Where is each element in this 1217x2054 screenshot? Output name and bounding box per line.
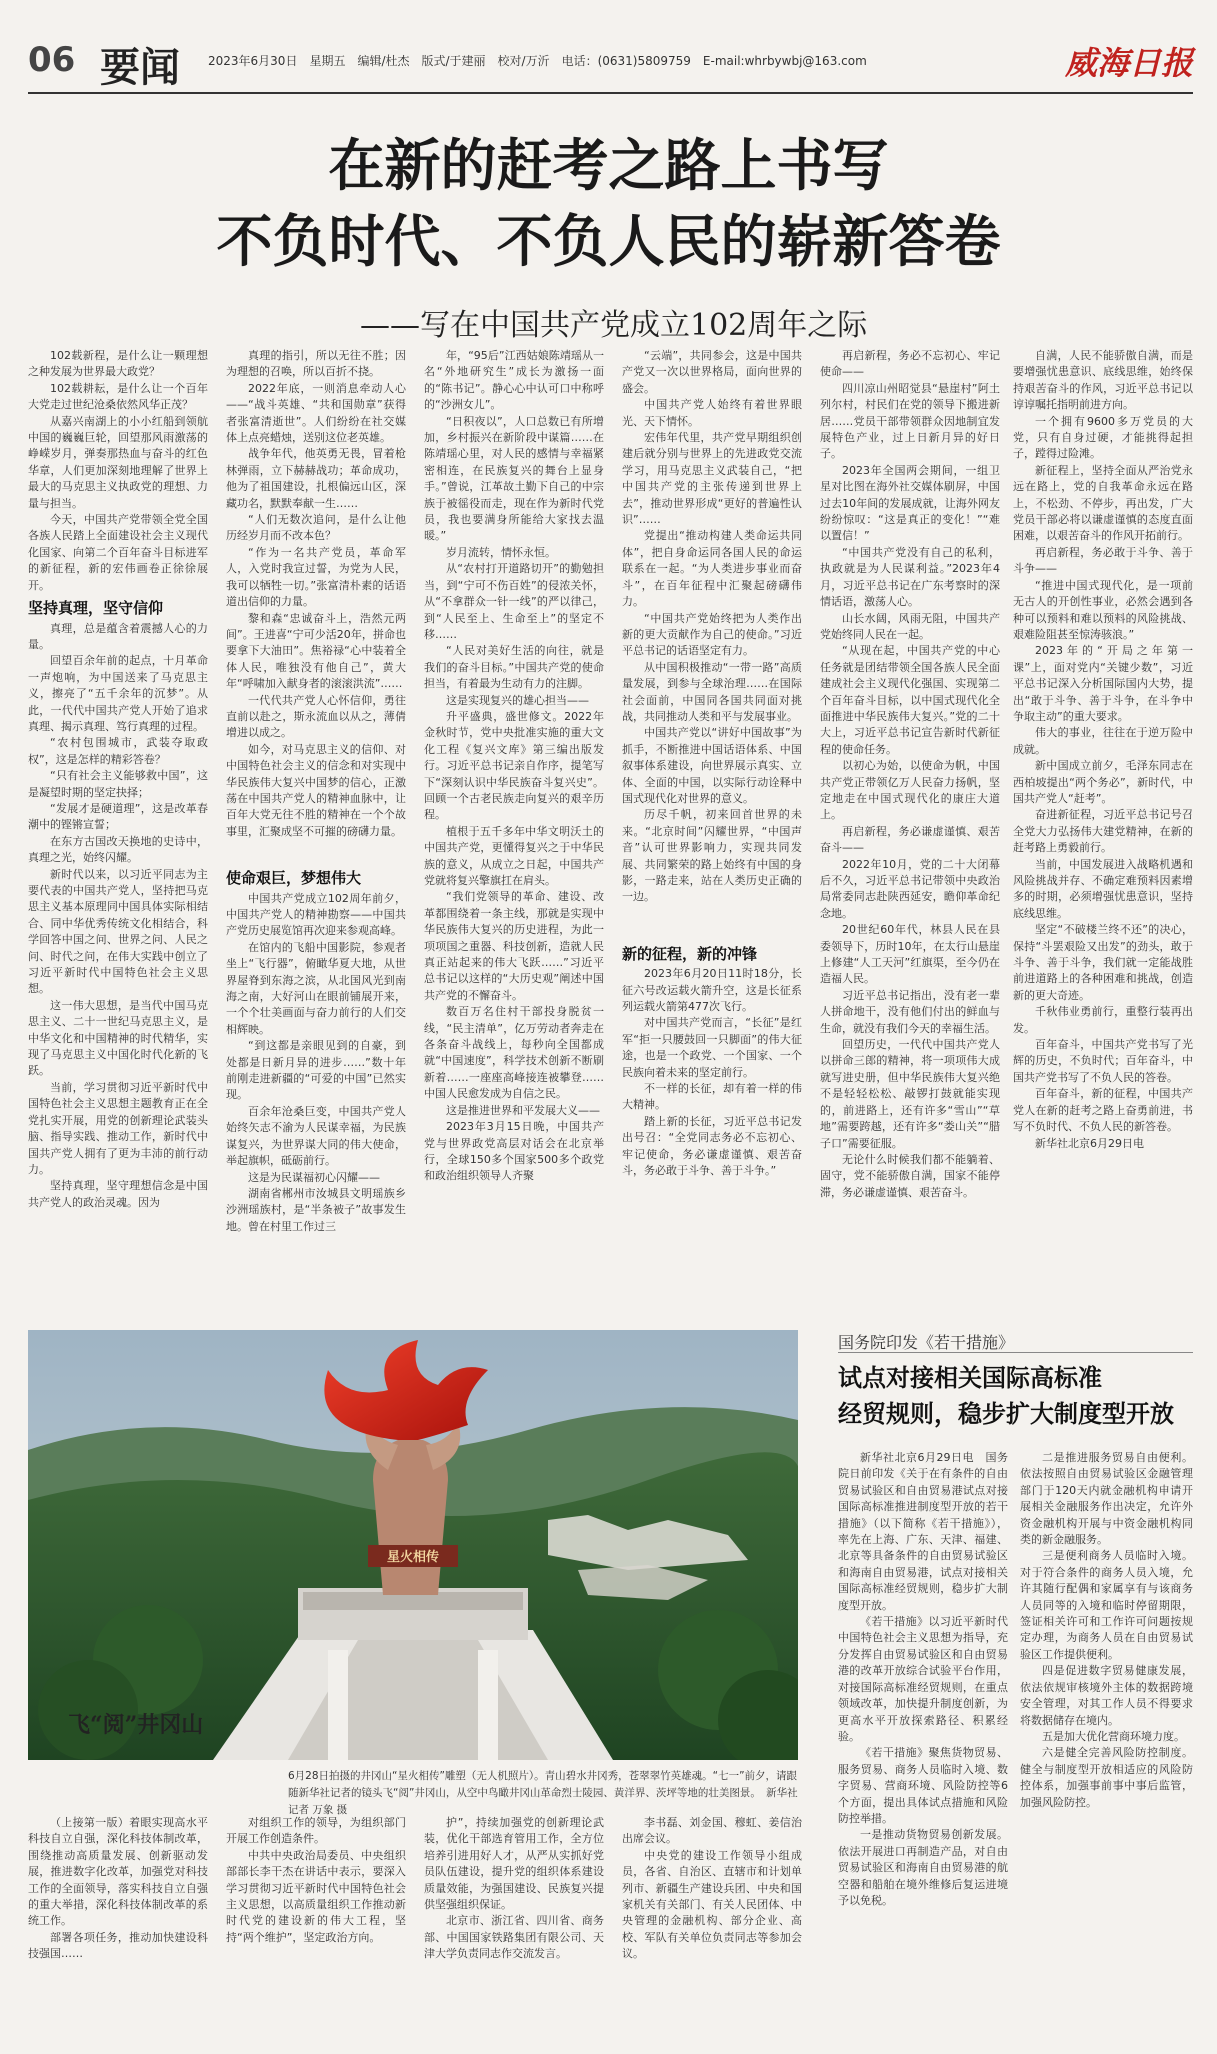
paragraph: 真理，总是蕴含着震撼人心的力量。: [28, 621, 208, 651]
paragraph: 如今，对马克思主义的信仰、对中国特色社会主义的信念和对实现中华民族伟大复兴中国梦的信心，正激荡在中国共产党人的精神血脉中，让百年大党无往不胜的精神在一个个故事里，汇聚成坚不可摧的磅礴力量。: [226, 742, 406, 838]
paragraph: 2023年6月20日11时18分，长征六号改运载火箭升空，这是长征系列运载火箭第477次飞行。: [622, 967, 802, 1014]
paragraph: 黎和森“忠诚奋斗上，浩然元两间”。王进喜“宁可少活20年，拼命也要拿下大油田”。焦裕禄“心中装着全体人民，唯独没有他自己”，黄大年“呼啸加入献身者的滚滚洪流”……: [226, 611, 406, 691]
paragraph: 新华社北京6月29日电 国务院日前印发《关于在有条件的自由贸易试验区和自由贸易港试点对接国际高标准推进制度型开放的若干措施》（以下简称《若干措施》），率先在上海、广东、天津、福建、北京等具备条件的自由贸易试验区和海南自由贸易港，试点对接相关国际高标准经贸规则，稳步扩大制度型开放。: [838, 1451, 1008, 1612]
paragraph: 新中国成立前夕，毛泽东同志在西柏坡提出“两个务必”，新时代，中国共产党人“赶考”。: [1013, 759, 1193, 805]
paragraph: 百年奋斗，中国共产党书写了光辉的历史，不负时代；百年奋斗，中国共产党书写了不负人民的答卷。: [1013, 1038, 1193, 1084]
paragraph: 战争年代，他英勇无畏，冒着枪林弹雨，立下赫赫战功；革命成功，他为了祖国建设，扎根偏远山区，深藏功名，默默奉献一生……: [226, 447, 406, 510]
paragraph: 习近平总书记指出，没有老一辈人拼命地干，没有他们付出的鲜血与生命，就没有我们今天的幸福生活。: [820, 988, 1000, 1035]
paragraph: 中国共产党人始终有着世界眼光、天下情怀。: [622, 398, 802, 428]
paragraph: “从现在起，中国共产党的中心任务就是团结带领全国各族人民全面建成社会主义现代化强国、实现第二个百年奋斗目标，以中国式现代化全面推进中华民族伟大复兴。”党的二十大上，习近平总书记宣告新时代新征程的使命任务。: [820, 644, 1000, 756]
article-column-3: [424, 348, 604, 1303]
continued-column-2: [226, 1815, 406, 2040]
paragraph: “中国共产党没有自己的私利，执政就是为人民谋利益。”2023年4月，习近平总书记在广东考察时的深情话语，激荡人心。: [820, 545, 1000, 609]
masthead: [28, 30, 1193, 94]
paragraph: 四川凉山州昭觉县“悬崖村”阿土列尔村，村民们在党的领导下搬进新居……党员干部带领群众因地制宜发展特色产业，过上日新月异的好日子。: [820, 381, 1000, 461]
paragraph: “人民对美好生活的向往，就是我们的奋斗目标。”中国共产党的使命担当，有着最为生动有力的注脚。: [424, 644, 604, 691]
paragraph: 植根于五千多年中华文明沃土的中国共产党，更懂得复兴之于中华民族的意义，从成立之日起，中国共产党就将复兴擎旗扛在肩头。: [424, 824, 604, 887]
paragraph: 2023年3月15日晚，中国共产党与世界政党高层对话会在北京举行，全球150多个国家500多个政党和政治组织领导人齐聚: [424, 1120, 604, 1183]
paragraph: 再启新程，务必谦虚谨慎、艰苦奋斗——: [820, 824, 1000, 855]
paragraph: 山长水阔，风雨无阻，中国共产党始终同人民在一起。: [820, 611, 1000, 641]
paragraph: “到这都是亲眼见到的自豪，到处都是日新月异的进步……”数十年前刚走进新疆的“可爱的中国”已然实现。: [226, 1039, 406, 1102]
paragraph: 这是推进世界和平发展大义——: [446, 1103, 600, 1117]
paragraph: 百年奋斗，新的征程，中国共产党人在新的赶考之路上奋勇前进，书写不负时代、不负人民的新答卷。: [1013, 1087, 1193, 1134]
main-headline: [0, 128, 1217, 280]
paragraph: 2023年全国两会期间，一组卫星对比图在海外社交媒体刷屏，中国过去10年间的发展成就，让海外网友纷纷惊叹：“这是真正的变化！”“难以置信！”: [820, 463, 1000, 543]
paragraph: 党提出“推动构建人类命运共同体”，把自身命运同各国人民的命运联系在一起。“为人类进步事业而奋斗”，在百年征程中汇聚起磅礴伟力。: [622, 529, 802, 609]
paragraph: “推进中国式现代化，是一项前无古人的开创性事业，必然会遇到各种可以预料和难以预料的风险挑战、艰难险阻甚至惊涛骇浪。”: [1013, 578, 1193, 641]
paragraph: “只有社会主义能够救中国”，这是凝望时期的坚定抉择；: [28, 769, 208, 799]
paragraph: “中国共产党始终把为人类作出新的更大贡献作为自己的使命。”习近平总书记的话语坚定有力。: [622, 611, 802, 658]
article-column-4: [622, 348, 802, 1303]
paragraph: 这是为民谋福初心闪耀——: [248, 1170, 380, 1184]
article-column-5: [820, 348, 1000, 1303]
paragraph: 真理的指引，所以无往不胜；因为理想的召唤，所以百折不挠。: [226, 349, 406, 379]
article-column-2: [226, 348, 406, 1303]
paragraph: 从中国积极推动“一带一路”高质量发展，到参与全球治理……在国际社会面前，中国同各国共同面对挑战，共同推动人类和平与发展事业。: [622, 660, 802, 723]
photo-title: 飞“阅”井冈山: [68, 1712, 204, 1738]
edition-meta: 2023年6月30日 星期五 编辑/杜杰 版式/于建丽 校对/万沂 电话：(0631)5809759 E-mail:whrbywbj@163.com: [208, 54, 867, 68]
paragraph: 20世纪60年代，林县人民在县委领导下，历时10年，在太行山悬崖上修建“人工天河”红旗渠，至今仍在造福人民。: [820, 923, 1000, 986]
side-article-rule: [838, 1352, 1193, 1353]
paragraph: 中国共产党成立102周年前夕，中国共产党人的精神勘察——中国共产党历史展览馆再次迎来参观高峰。: [226, 891, 406, 938]
paragraph: “农村包围城市，武装夺取政权”，这是怎样的精彩答卷？: [28, 736, 208, 766]
paragraph: 奋进新征程，习近平总书记号召全党大力弘扬伟大建党精神，在新的赶考路上勇毅前行。: [1013, 808, 1193, 855]
paragraph: 2023年的“开局之年第一课”上，面对党内“关键少数”，习近平总书记深入分析国际国内大势，提出“敢于斗争、善于斗争，在斗争中争取主动”的重大要求。: [1013, 644, 1193, 723]
paragraph: 二是推进服务贸易自由便利。依法按照自由贸易试验区金融管理部门于120天内就金融机构申请开展相关金融服务作出决定，允许外资金融机构开展与中资金融机构同类的新金融服务。: [1020, 1451, 1193, 1547]
section-heading: 坚持真理，坚守信仰: [28, 599, 164, 618]
paragraph: 一代代共产党人心怀信仰，勇往直前以赴之，斯永流血以从之，薄倩增进以成之。: [226, 693, 406, 740]
paragraph: 从嘉兴南湖上的小小红船到领航中国的巍巍巨轮，回望那风雨激荡的峥嵘岁月，弹奏那热血与奋斗的红色华章，人们更加深刻地理解了世界上最大的马克思主义执政党的理想、力量与担当。: [28, 414, 208, 510]
paragraph: 一个拥有9600多万党员的大党，只有自身过硬，才能挑得起担子，蹚得过险滩。: [1013, 414, 1193, 461]
section-heading: 新的征程，新的冲锋: [622, 944, 758, 963]
paragraph: 百余年沧桑巨变，中国共产党人始终矢志不渝为人民谋幸福，为民族谋复兴，为世界谋大同的伟大使命，举起旗帜，砥砺前行。: [226, 1104, 406, 1168]
continued-column-1: [28, 1815, 208, 2040]
paragraph: 宏伟年代里，共产党早期组织创建后就分别与世界上的先进政党交流学习，用马克思主义武装自己，“把中国共产党的主张传递到世界上去”，推动世界形成“更好的普遍性认识”……: [622, 431, 802, 527]
page-number: 06: [28, 40, 76, 80]
paragraph: 六是健全完善风险防控制度。健全与制度型开放相适应的风险防控体系，加强事前事中事后监管，加强风险防控。: [1020, 1746, 1193, 1809]
headline-subtitle: ——写在中国共产党成立102周年之际: [360, 308, 868, 343]
paragraph: 岁月流转，情怀永恒。: [446, 545, 556, 559]
masthead-rule: [28, 92, 1193, 94]
paragraph: 102载耕耘，是什么让一个百年大党走过世纪沧桑依然风华正茂？: [28, 381, 208, 412]
paragraph: 五是加大优化营商环境力度。: [1042, 1729, 1185, 1743]
paragraph: 102载新程，是什么让一颗理想之种发展为世界最大政党？: [28, 349, 208, 379]
paragraph: 一是推动货物贸易创新发展。依法开展进口再制造产品，对自由贸易试验区和海南自由贸易港的航空器和船舶在境外维修后复运进境予以免税。: [838, 1828, 1008, 1907]
side-title-line-1: 试点对接相关国际高标准: [838, 1363, 1102, 1392]
side-title-line-2: 经贸规则，稳步扩大制度型开放: [838, 1399, 1174, 1428]
paragraph: 再启新程，务必不忘初心、牢记使命——: [820, 349, 1000, 379]
paragraph: 中国共产党以“讲好中国故事”为抓手，不断推进中国话语体系、中国叙事体系建设，向世界展示真实、立体、全面的中国，以实际行动诠释中国式现代化对世界的意义。: [622, 726, 802, 805]
paragraph: 千秋伟业勇前行，重整行装再出发。: [1013, 1005, 1193, 1035]
paragraph: 2022年底，一则消息牵动人心——“战斗英雄、“共和国勋章”获得者张富清逝世”。人们纷纷在社交媒体上点亮蜡烛，送别这位老英雄。: [226, 381, 406, 445]
side-article-title: [838, 1360, 1193, 1432]
paragraph: “云端”，共同参会，这是中国共产党又一次以世界格局，面向世界的盛会。: [622, 349, 802, 395]
paragraph: 四是促进数字贸易健康发展，依法依规审核境外主体的数据跨境安全管理，对其工作人员不得要求将数据储存在境内。: [1020, 1664, 1193, 1727]
paragraph: “发展才是硬道理”，这是改革春潮中的铿锵宣誓；: [28, 801, 208, 832]
paragraph: 伟大的事业，往往在于逆万险中成就。: [1013, 726, 1193, 756]
paragraph: 新征程上，坚持全面从严治党永远在路上，党的自我革命永远在路上，不松劲、不停步，再出发，广大党员干部必将以谦虚谨慎的态度直面困难，以艰苦奋斗的作风开拓前行。: [1013, 463, 1193, 543]
paragraph: 新时代以来，以习近平同志为主要代表的中国共产党人，坚持把马克思主义基本原理同中国具体实际相结合、同中华优秀传统文化相结合，科学回答中国之问、世界之问、人民之问、时代之问，在伟大实践中创立了习近平新时代中国特色社会主义思想。: [28, 867, 208, 996]
paragraph: 对组织工作的领导，为组织部门开展工作创造条件。: [226, 1816, 406, 1846]
side-article-kicker: 国务院印发《若干措施》: [838, 1333, 1015, 1352]
side-article-column-b: [1020, 1450, 1193, 2040]
paragraph: 中共中央政治局委员、中央组织部部长李干杰在讲话中表示，要深入学习贯彻习近平新时代中国特色社会主义思想，以高质量组织工作推动新时代党的建设新的伟大工程，坚持“两个维护”，坚定政治方向。: [226, 1848, 406, 1944]
monument-inscription: 星火相传: [386, 1550, 440, 1565]
newspaper-logo: 威海日报: [1064, 44, 1193, 82]
paragraph: 无论什么时候我们都不能躺着、固守，党不能骄傲自满，国家不能停滞，务必谦虚谨慎、艰苦奋斗。: [820, 1152, 1000, 1199]
monument-illustration: [28, 1330, 798, 1760]
paragraph: （上接第一版）着眼实现高水平科技自立自强，深化科技体制改革，围绕推动高质量发展、创新驱动发展，推进数字化改革，加强党对科技工作的全面领导，落实科技自立自强的重大举措，深化科技体制改革的系统工作。: [28, 1816, 208, 1928]
headline-line-2: 不负时代、不负人民的崭新答卷: [216, 209, 1001, 275]
paragraph: 历尽千帆，初来回首世界的未来。“北京时间”闪耀世界，“中国声音”认可世界影响力，实现共同发展、共同繁荣的路上始终有中国的身影，一路走来，站在人类历史正确的一边。: [622, 808, 802, 904]
paragraph: 年，“95后”江西姑娘陈靖瑶从一名“外地研究生”成长为激扬一面的“陈书记”。静心心中认可口中称呼的“沙洲女儿”。: [424, 349, 604, 412]
paragraph: 当前，学习贯彻习近平新时代中国特色社会主义思想主题教育正在全党扎实开展，用党的创新理论武装头脑、指导实践、推动工作，新时代中国共产党人拥有了更为丰沛的前行动力。: [28, 1080, 208, 1176]
continued-column-4: [622, 1815, 802, 2040]
paragraph: “作为一名共产党员，革命军人，入党时我宣过誓，为党为人民，我可以牺牲一切。”张富清朴素的话语道出信仰的力量。: [226, 545, 406, 609]
paragraph: “我们党领导的革命、建设、改革都围绕着一条主线，那就是实现中华民族伟大复兴的历史进程，为此一项项国之重器、科技创新，造就人民真正站起来的伟大飞跃……”习近平总书记以这样的“大历史观”阐述中国共产党的不懈奋斗。: [424, 890, 604, 1002]
paragraph: “日积夜以”，人口总数已有所增加，乡村振兴在新阶段中谋篇……在陈靖瑶心里，对人民的感情与幸福紧密相连，在民族复兴的舞台上显身手。”曾说，江革故土勤下自己的中宗族于被徭役而走，现在作为新时代党员，我也要满身所能给大家找去温暖。”: [424, 414, 604, 543]
paragraph: 数百万名住村干部投身脱贫一线，“民主清单”，亿万劳动者奔走在各条奋斗战线上，每秒向全国都成就“中国速度”，科学技术创新不断刷新着……一座座高峰接连被攀登……中国人民愈发成为自信之民。: [424, 1005, 604, 1101]
paragraph: 在馆内的飞船中国影院，参观者坐上“飞行器”，俯瞰华夏大地，从世界屋脊到东海之滨，从北国风光到南海之南，大好河山在眼前铺展开来，一个个壮美画面与奋力前行的人们交相辉映。: [226, 940, 406, 1036]
paragraph: 踏上新的长征，习近平总书记发出号召：“全党同志务必不忘初心、牢记使命，务必谦虚谨慎、艰苦奋斗，务必敢于斗争、善于斗争。”: [622, 1114, 802, 1178]
paragraph: 回望百余年前的起点，十月革命一声炮响，为中国送来了马克思主义，擦亮了“五千余年的沉梦”。从此，一代代中国共产党人开始了追求真理、揭示真理、笃行真理的过程。: [28, 654, 208, 733]
paragraph: 《若干措施》以习近平新时代中国特色社会主义思想为指导，充分发挥自由贸易试验区和自由贸易港的改革开放综合试验平台作用，对接国际高标准经贸规则，在重点领域改革，加快提升制度创新，为更高水平开放探索路径、积累经验。: [838, 1615, 1008, 1743]
paragraph: 中央党的建设工作领导小组成员，各省、自治区、直辖市和计划单列市、新疆生产建设兵团、中央和国家机关有关部门、有关人民团体、中央管理的金融机构、部分企业、高校、军队有关单位负责同志等参加会议。: [622, 1848, 802, 1961]
continued-column-3: [424, 1815, 604, 2040]
paragraph: 部署各项任务，推动加快建设科技强国……: [28, 1930, 208, 1961]
paragraph: 这是实现复兴的雄心担当——: [446, 693, 589, 707]
paragraph: 李书磊、刘金国、穆虹、姜信治出席会议。: [622, 1816, 802, 1846]
paragraph: 对中国共产党而言，“长征”是红军“拒一只腰鼓回一只脚面”的伟大征途，也是一个政党、一个国家、一个民族向着未来的坚定前行。: [622, 1016, 802, 1079]
paragraph: 《若干措施》聚焦货物贸易、服务贸易、商务人员临时入境、数字贸易、营商环境、风险防控等6个方面，提出具体试点措施和风险防控举措。: [838, 1746, 1008, 1825]
paragraph: “人们无数次追问，是什么让他历经岁月而不改本色？: [226, 513, 406, 543]
paragraph: 今天，中国共产党带领全党全国各族人民踏上全面建设社会主义现代化国家、向第二个百年奋斗目标进军的新征程，新的宏伟画卷正徐徐展开。: [28, 513, 208, 592]
paragraph: 回望历史，一代代中国共产党人以拼命三郎的精神，将一项项伟大成就写进史册，但中华民族伟大复兴绝不是轻轻松松、敲锣打鼓就能实现的，前进路上，还有许多“雪山”“草地”需要跨越，还有许多“娄山关”“腊子口”需要征服。: [820, 1038, 1000, 1150]
paragraph: 自满，人民不能骄傲自满，而是要增强忧患意识、底线思维，始终保持艰苦奋斗的作风，习近平总书记以谆谆嘱托指明前进方向。: [1013, 349, 1193, 412]
side-article-column-a: [838, 1450, 1008, 2040]
paragraph: 三是便利商务人员临时入境。对于符合条件的商务人员入境，允许其随行配偶和家属享有与该商务人员同等的入境和临时停留期限，签证相关许可和工作许可问题按规定办理，为商务人员在自由贸易试验区工作提供便利。: [1020, 1549, 1193, 1661]
section-heading: 使命艰巨，梦想伟大: [226, 869, 362, 888]
paragraph: 当前，中国发展进入战略机遇和风险挑战并存、不确定难预料因素增多的时期，必须增强忧患意识，坚持底线思维。: [1013, 857, 1193, 920]
paragraph: 以初心为始，以使命为帆，中国共产党正带领亿万人民奋力扬帆，坚定地走在中国式现代化的康庄大道上。: [820, 759, 1000, 822]
paragraph: 这一伟大思想，是当代中国马克思主义、二十一世纪马克思主义，是中华文化和中国精神的时代精华，实现了马克思主义中国化时代化新的飞跃。: [28, 998, 208, 1078]
paragraph: 北京市、浙江省、四川省、商务部、中国国家铁路集团有限公司、天津大学负责同志作交流发言。: [424, 1914, 604, 1961]
paragraph: 在东方古国改天换地的史诗中，真理之光，始终闪耀。: [28, 834, 208, 865]
article-column-6: [1013, 348, 1193, 1303]
paragraph: 从“农村打开道路切开”的勤勉担当，到“宁可不伤百姓”的侵浓关怀，从“不拿群众一针一线”的严以律己，到“人民至上、生命至上”的坚定不移……: [424, 562, 604, 641]
paragraph: 护”，持续加强党的创新理论武装，优化干部选育管用工作，全方位培养引进用好人才，从严从实抓好党员队伍建设，提升党的组织体系建设质量效能，为强国建设、民族复兴提供坚强组织保证。: [424, 1816, 604, 1912]
paragraph: 再启新程，务必敢于斗争、善于斗争——: [1013, 545, 1193, 576]
article-column-1: [28, 348, 208, 1303]
jinggangshan-aerial-photo: [28, 1330, 798, 1760]
photo-caption: 6月28日拍摄的井冈山“星火相传”雕塑（无人机照片）。青山碧水井冈秀，苍翠翠竹英雄魂。“七一”前夕，请跟随新华社记者的镜头飞“阅”井冈山，从空中鸟瞰井冈山革命烈士陵园、黄洋界、茨坪等地的壮美图景。 新华社记者 万象 摄: [288, 1770, 798, 1816]
section-title: 要闻: [100, 44, 180, 91]
paragraph: 2022年10月，党的二十大闭幕后不久，习近平总书记带领中央政治局常委同志赴陕西延安，瞻仰革命纪念地。: [820, 857, 1000, 920]
headline-line-1: 在新的赶考之路上书写: [328, 133, 889, 199]
paragraph: 湖南省郴州市汝城县文明瑶族乡沙洲瑶族村，是“半条被子”故事发生地。曾在村里工作过三: [226, 1186, 406, 1233]
paragraph: 新华社北京6月29日电: [1035, 1136, 1144, 1150]
paragraph: 坚定“不破楼兰终不还”的决心，保持“斗罢艰险又出发”的劲头，敢于斗争、善于斗争，我们就一定能战胜前进道路上的各种困难和挑战，创造新的更大奇迹。: [1013, 923, 1193, 1002]
paragraph: 升平盛典，盛世修文。2022年金秋时节，党中央批准实施的重大文化工程《复兴文库》第三编出版发行。习近平总书记亲自作序，提笔写下“深刻认识中华民族奋斗复兴史”。回顾一个古老民族走向复兴的艰辛历程。: [424, 709, 604, 822]
paragraph: 不一样的长征，却有着一样的伟大精神。: [622, 1082, 802, 1112]
paragraph: 坚持真理，坚守理想信念是中国共产党人的政治灵魂。因为: [28, 1179, 208, 1209]
